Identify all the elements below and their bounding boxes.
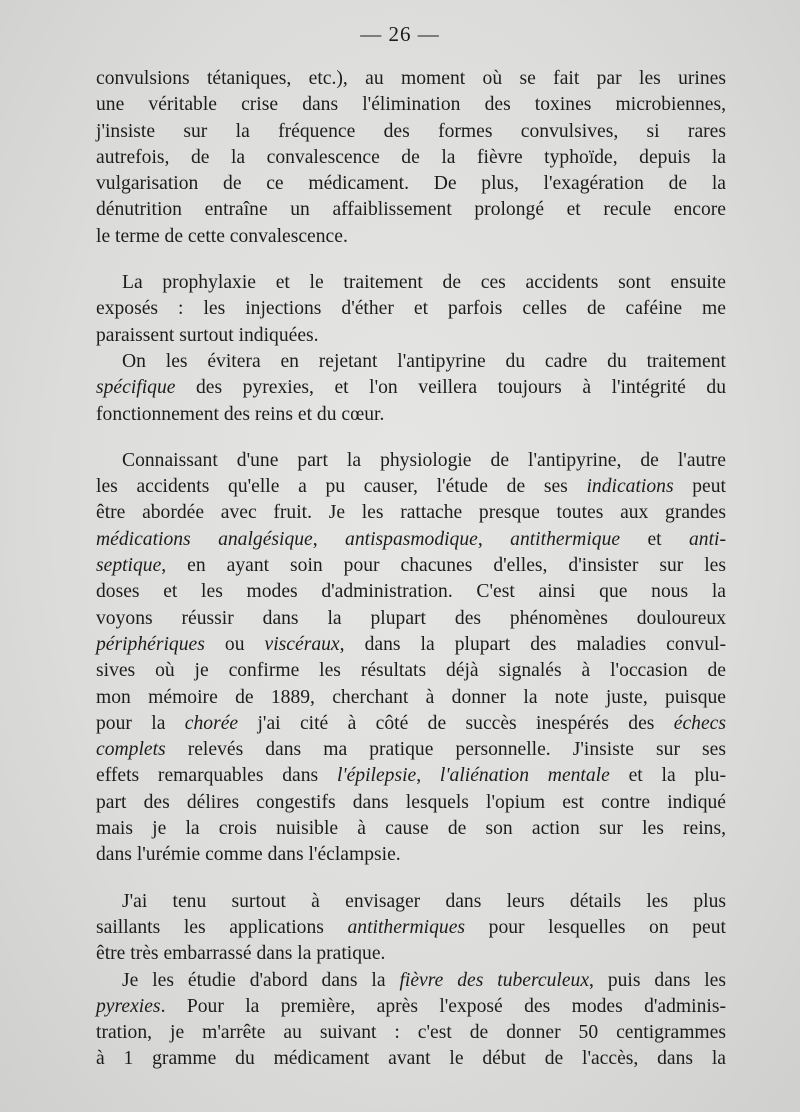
text-line: exposés : les injections d'éther et parfois celles de caféine me (96, 298, 726, 320)
text-line: sives où je confirme les résultats déjà signalés à l'occasion de (96, 660, 726, 682)
italic-term: antithermiques (347, 916, 466, 938)
text-line: fonctionnement des reins et du cœur. (96, 403, 385, 425)
italic-term: septique (96, 555, 162, 577)
text-line: Je les étudie d'abord dans la fièvre des tuberculeux, puis dans les (122, 969, 726, 991)
text-line: mon mémoire de 1889, cherchant à donner la note juste, puisque (96, 686, 726, 708)
text-line: La prophylaxie et le traitement de ces accidents sont ensuite (122, 272, 726, 294)
text-line: dénutrition entraîne un affaiblissement prolongé et recule encore (96, 199, 726, 221)
text-line: effets remarquables dans l'épilepsie, l'aliénation mentale et la plu- (96, 765, 727, 787)
text-line: pyrexies. Pour la première, après l'exposé des modes d'adminis- (96, 995, 726, 1017)
paragraph-2 (96, 270, 726, 349)
text-line: tration, je m'arrête au suivant : c'est de donner 50 centigrammes (96, 1022, 726, 1044)
italic-term: anti- (688, 528, 726, 550)
text-line: les accidents qu'elle a pu causer, l'étude de ses indications peut (96, 476, 726, 498)
text-line: spécifique des pyrexies, et l'on veillera toujours à l'intégrité du (96, 377, 726, 399)
paragraph-3 (96, 349, 726, 428)
text-line: une véritable crise dans l'élimination des toxines microbiennes, (96, 94, 726, 116)
text-line: être très embarrassé dans la pratique. (96, 943, 386, 965)
italic-term: viscéraux (264, 633, 340, 655)
text-line: à 1 gramme du médicament avant le début de l'accès, dans la (96, 1048, 726, 1070)
italic-term: pyrexies (96, 995, 161, 1017)
text-line: pour la chorée j'ai cité à côté de succès inespérés des échecs (96, 712, 726, 734)
text-line: dans l'urémie comme dans l'éclampsie. (96, 844, 401, 866)
page-number: — 26 — (360, 22, 440, 46)
paragraph-5 (96, 889, 726, 968)
paragraph-4 (96, 448, 726, 869)
text-line: complets relevés dans ma pratique personnelle. J'insiste sur ses (96, 739, 726, 761)
italic-term: périphériques (96, 633, 205, 655)
text-line: vulgarisation de ce médicament. De plus, l'exagération de la (96, 173, 726, 195)
italic-term: complets (96, 739, 166, 761)
text-line: périphériques ou viscéraux, dans la plupart des maladies convul- (96, 633, 726, 655)
italic-term: l'aliénation mentale (439, 765, 610, 787)
text-line: être abordée avec fruit. Je les rattache presque toutes aux grandes (96, 502, 726, 524)
italic-term: l'épilepsie (336, 765, 417, 787)
italic-term: fièvre des tuberculeux (399, 969, 590, 991)
text-line: autrefois, de la convalescence de la fièvre typhoïde, depuis la (96, 146, 726, 168)
text-line: part des délires congestifs dans lesquels l'opium est contre indiqué (96, 791, 726, 813)
text-line: voyons réussir dans la plupart des phénomènes douloureux (96, 607, 726, 629)
italic-term: antithermique (510, 528, 621, 550)
italic-term: chorée (184, 712, 239, 734)
text-line: j'insiste sur la fréquence des formes convulsives, si rares (96, 120, 726, 142)
italic-term: spécifique (96, 377, 176, 399)
paragraph-6 (96, 968, 726, 1073)
text-line: saillants les applications antithermiques pour lesquelles on peut (96, 916, 726, 938)
text-line: convulsions tétaniques, etc.), au moment où se fait par les urines (96, 68, 726, 89)
paragraph-1 (96, 66, 726, 250)
text-line: médications analgésique, antispasmodique, antithermique et anti- (96, 528, 726, 550)
italic-term: indications (586, 476, 674, 498)
text-line: mais je la crois nuisible à cause de son action sur les reins, (96, 818, 726, 840)
text-line: On les évitera en rejetant l'antipyrine du cadre du traitement (122, 350, 726, 372)
italic-term: antispasmodique (345, 528, 478, 550)
text-line: Connaissant d'une part la physiologie de l'antipyrine, de l'autre (122, 449, 726, 471)
text-line: paraissent surtout indiquées. (96, 324, 319, 346)
italic-term: médications analgésique (96, 528, 313, 550)
italic-term: échecs (673, 712, 726, 734)
text-line: le terme de cette convalescence. (96, 225, 348, 247)
text-line: J'ai tenu surtout à envisager dans leurs détails les plus (122, 890, 726, 912)
text-line: doses et les modes d'administration. C'est ainsi que nous la (96, 581, 726, 603)
text-body (96, 66, 726, 1073)
text-line: septique, en ayant soin pour chacunes d'elles, d'insister sur les (96, 555, 726, 577)
